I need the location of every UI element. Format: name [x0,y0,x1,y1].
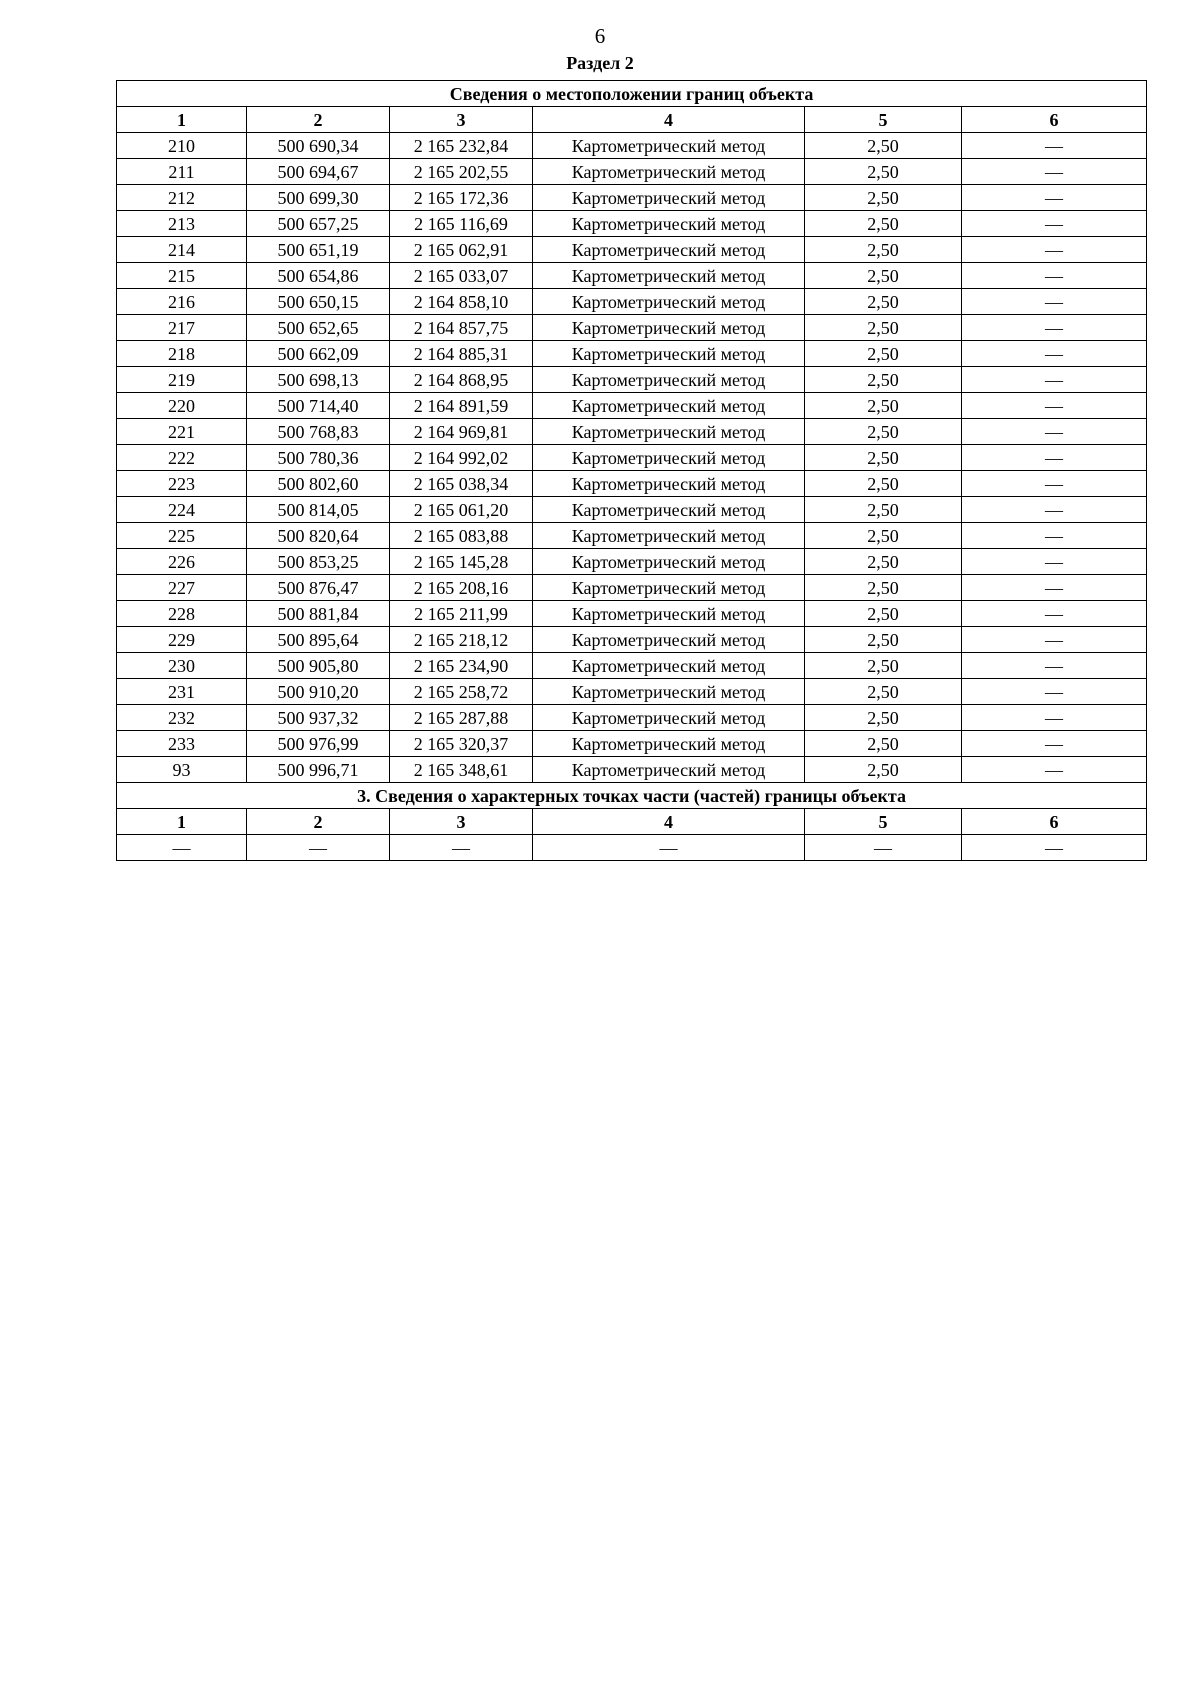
table-cell: — [962,211,1147,237]
parts-column-header-row [117,809,1147,835]
column-header: 1 [117,107,247,133]
table-cell: — [962,497,1147,523]
table-row [117,237,1147,263]
table-cell: 210 [117,133,247,159]
table-cell: 500 814,05 [247,497,390,523]
table-caption-row [117,81,1147,107]
table-cell: 2,50 [805,601,962,627]
table-cell: 500 881,84 [247,601,390,627]
column-header: 4 [533,107,805,133]
table-cell: 2,50 [805,289,962,315]
table-cell: — [962,835,1147,861]
table-row [117,419,1147,445]
table-cell: 2,50 [805,393,962,419]
table-cell: 2,50 [805,549,962,575]
table-cell: 500 780,36 [247,445,390,471]
column-header: 2 [247,107,390,133]
table-cell: 2,50 [805,757,962,783]
table-cell: 233 [117,731,247,757]
table-cell: — [962,523,1147,549]
table-cell: — [117,835,247,861]
table-cell: Картометрический метод [533,315,805,341]
table-cell: 2 165 062,91 [390,237,533,263]
boundary-table [116,80,1147,861]
page-number: 6 [594,24,606,48]
table-cell: 2,50 [805,133,962,159]
table-cell: 218 [117,341,247,367]
table-cell: — [962,185,1147,211]
table-cell: Картометрический метод [533,393,805,419]
table-cell: 224 [117,497,247,523]
table-cell: Картометрический метод [533,419,805,445]
table-caption: Сведения о местоположении границ объекта [117,81,1147,107]
column-header: 1 [117,809,247,835]
column-header: 6 [962,107,1147,133]
table-cell: — [962,653,1147,679]
table-cell: 2 165 234,90 [390,653,533,679]
table-cell: 2 164 885,31 [390,341,533,367]
table-row [117,185,1147,211]
table-cell: — [962,263,1147,289]
table-cell: — [962,393,1147,419]
column-header: 6 [962,809,1147,835]
table-cell: 2,50 [805,679,962,705]
table-cell: 500 853,25 [247,549,390,575]
table-cell: 2 165 061,20 [390,497,533,523]
table-row [117,757,1147,783]
table-cell: — [962,237,1147,263]
table-cell: 222 [117,445,247,471]
table-cell: 2,50 [805,731,962,757]
table-cell: 2,50 [805,419,962,445]
table-row [117,575,1147,601]
table-cell: Картометрический метод [533,341,805,367]
table-cell: 500 876,47 [247,575,390,601]
table-cell: 500 895,64 [247,627,390,653]
table-cell: Картометрический метод [533,445,805,471]
table-cell: — [962,419,1147,445]
table-cell: — [962,315,1147,341]
table-cell: 2 165 202,55 [390,159,533,185]
table-cell: Картометрический метод [533,523,805,549]
table-row [117,523,1147,549]
column-header: 2 [247,809,390,835]
table-row [117,159,1147,185]
table-cell: 2 165 211,99 [390,601,533,627]
table-cell: — [962,601,1147,627]
table-cell: 225 [117,523,247,549]
table-cell: 228 [117,601,247,627]
table-cell: 2 164 969,81 [390,419,533,445]
table-cell: 230 [117,653,247,679]
table-cell: Картометрический метод [533,497,805,523]
table-cell: 227 [117,575,247,601]
table-row [117,341,1147,367]
table-cell: 2,50 [805,627,962,653]
table-cell: 500 802,60 [247,471,390,497]
table-cell: Картометрический метод [533,653,805,679]
table-cell: 500 905,80 [247,653,390,679]
table-cell: 2,50 [805,705,962,731]
table-cell: Картометрический метод [533,679,805,705]
boundary-table-body [117,133,1147,783]
table-cell: 211 [117,159,247,185]
table-cell: 2,50 [805,211,962,237]
table-cell: 500 937,32 [247,705,390,731]
table-cell: 215 [117,263,247,289]
table-cell: Картометрический метод [533,549,805,575]
table-row [117,211,1147,237]
table-cell: — [962,705,1147,731]
section-title: Раздел 2 [566,53,634,73]
table-cell: 500 654,86 [247,263,390,289]
table-cell: — [962,471,1147,497]
table-cell: — [962,445,1147,471]
table-cell: Картометрический метод [533,289,805,315]
table-cell: 226 [117,549,247,575]
column-header-row [117,107,1147,133]
table-cell: — [533,835,805,861]
table-cell: 229 [117,627,247,653]
column-header: 3 [390,809,533,835]
table-cell: — [962,289,1147,315]
parts-table-caption: 3. Сведения о характерных точках части (частей) границы объекта [117,783,1147,809]
table-row [117,133,1147,159]
table-cell: — [962,133,1147,159]
parts-caption-row [117,783,1147,809]
table-cell: 2,50 [805,523,962,549]
table-row [117,263,1147,289]
table-cell: Картометрический метод [533,757,805,783]
table-cell: Картометрический метод [533,133,805,159]
table-cell: 216 [117,289,247,315]
table-row [117,315,1147,341]
table-row [117,679,1147,705]
table-cell: 2,50 [805,497,962,523]
table-cell: 500 662,09 [247,341,390,367]
table-cell: 500 690,34 [247,133,390,159]
table-row [117,835,1147,861]
table-cell: — [962,341,1147,367]
table-cell: — [962,159,1147,185]
table-row [117,601,1147,627]
table-cell: 2,50 [805,315,962,341]
table-cell: 231 [117,679,247,705]
table-cell: 2,50 [805,367,962,393]
table-cell: 2 165 083,88 [390,523,533,549]
table-cell: — [247,835,390,861]
table-cell: 2 164 858,10 [390,289,533,315]
table-cell: 232 [117,705,247,731]
table-cell: 217 [117,315,247,341]
table-cell: Картометрический метод [533,185,805,211]
table-cell: — [962,549,1147,575]
table-cell: 2 165 038,34 [390,471,533,497]
table-cell: — [962,731,1147,757]
table-cell: Картометрический метод [533,601,805,627]
table-cell: Картометрический метод [533,471,805,497]
table-cell: Картометрический метод [533,705,805,731]
table-cell: 2,50 [805,653,962,679]
table-cell: 2 165 033,07 [390,263,533,289]
table-row [117,393,1147,419]
table-row [117,731,1147,757]
table-cell: 2 165 172,36 [390,185,533,211]
table-cell: 2,50 [805,575,962,601]
column-header: 5 [805,107,962,133]
table-cell: Картометрический метод [533,263,805,289]
table-cell: 500 651,19 [247,237,390,263]
table-cell: 2 164 992,02 [390,445,533,471]
table-cell: — [805,835,962,861]
table-cell: — [390,835,533,861]
table-cell: 500 976,99 [247,731,390,757]
table-cell: 2 165 145,28 [390,549,533,575]
table-cell: 500 714,40 [247,393,390,419]
table-cell: 500 820,64 [247,523,390,549]
table-row [117,705,1147,731]
table-cell: 2 165 258,72 [390,679,533,705]
table-cell: 500 699,30 [247,185,390,211]
table-cell: 223 [117,471,247,497]
table-cell: 2 165 287,88 [390,705,533,731]
table-cell: 2,50 [805,263,962,289]
table-cell: 2,50 [805,237,962,263]
table-cell: 2,50 [805,159,962,185]
table-row [117,289,1147,315]
table-cell: 220 [117,393,247,419]
table-cell: 500 996,71 [247,757,390,783]
table-cell: 2,50 [805,445,962,471]
table-cell: — [962,367,1147,393]
table-cell: 213 [117,211,247,237]
table-cell: 500 694,67 [247,159,390,185]
table-cell: 2 164 868,95 [390,367,533,393]
table-cell: Картометрический метод [533,367,805,393]
table-row [117,653,1147,679]
table-cell: — [962,627,1147,653]
table-cell: 2 165 218,12 [390,627,533,653]
table-cell: 219 [117,367,247,393]
table-cell: 2 165 348,61 [390,757,533,783]
table-cell: 500 657,25 [247,211,390,237]
table-cell: Картометрический метод [533,575,805,601]
table-cell: 93 [117,757,247,783]
table-cell: 2,50 [805,341,962,367]
column-header: 5 [805,809,962,835]
table-cell: 2 165 208,16 [390,575,533,601]
table-cell: 500 652,65 [247,315,390,341]
table-row [117,445,1147,471]
table-cell: 221 [117,419,247,445]
table-cell: 500 910,20 [247,679,390,705]
table-cell: 2 164 857,75 [390,315,533,341]
table-cell: 500 768,83 [247,419,390,445]
column-header: 3 [390,107,533,133]
table-cell: 500 698,13 [247,367,390,393]
table-cell: 2,50 [805,471,962,497]
table-cell: Картометрический метод [533,731,805,757]
table-cell: 212 [117,185,247,211]
column-header: 4 [533,809,805,835]
table-cell: — [962,679,1147,705]
table-row [117,549,1147,575]
parts-table-body [117,835,1147,861]
table-cell: 2 165 232,84 [390,133,533,159]
table-cell: 500 650,15 [247,289,390,315]
table-cell: Картометрический метод [533,159,805,185]
table-row [117,497,1147,523]
table-row [117,471,1147,497]
table-cell: 2 165 320,37 [390,731,533,757]
table-cell: — [962,575,1147,601]
table-cell: — [962,757,1147,783]
table-row [117,367,1147,393]
table-cell: 214 [117,237,247,263]
table-cell: 2 165 116,69 [390,211,533,237]
table-cell: 2,50 [805,185,962,211]
table-cell: Картометрический метод [533,237,805,263]
table-cell: 2 164 891,59 [390,393,533,419]
table-row [117,627,1147,653]
table-cell: Картометрический метод [533,627,805,653]
table-cell: Картометрический метод [533,211,805,237]
